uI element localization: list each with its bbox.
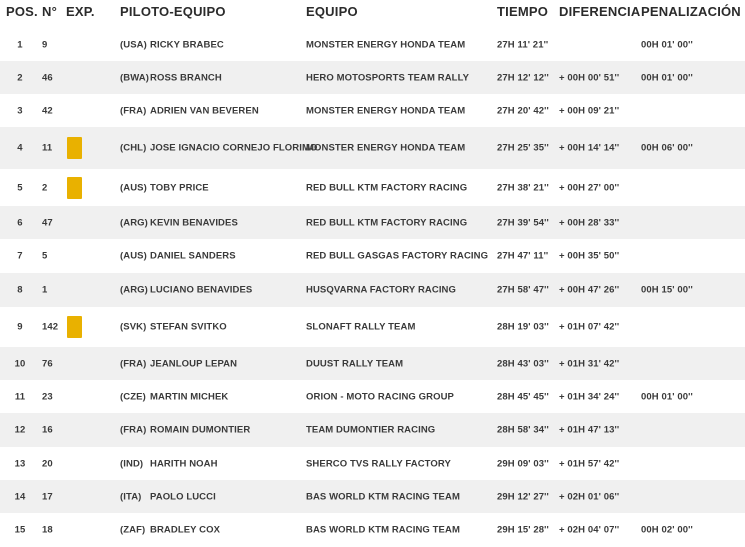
cell-driver: KEVIN BENAVIDES bbox=[150, 217, 238, 228]
table-header bbox=[0, 0, 745, 28]
cell-country: (BWA) bbox=[120, 72, 149, 83]
cell-pos: 12 bbox=[14, 424, 26, 436]
table-row bbox=[0, 447, 745, 480]
cell-num: 42 bbox=[42, 105, 53, 116]
cell-country: (FRA) bbox=[120, 424, 147, 436]
cell-pos: 15 bbox=[14, 524, 26, 536]
cell-driver: BRADLEY COX bbox=[150, 524, 221, 536]
table-row bbox=[0, 127, 745, 169]
cell-pos: 7 bbox=[17, 250, 23, 262]
table-row bbox=[0, 61, 745, 94]
cell-team: HERO MOTOSPORTS TEAM RALLY bbox=[306, 72, 470, 83]
table-row bbox=[0, 380, 745, 413]
cell-pos: 2 bbox=[17, 72, 23, 83]
table-row bbox=[0, 239, 745, 273]
cell-time: 27H 11' 21'' bbox=[497, 39, 549, 50]
table-row bbox=[0, 94, 745, 127]
cell-driver: RICKY BRABEC bbox=[150, 39, 224, 50]
header-time: TIEMPO bbox=[497, 4, 549, 19]
cell-time: 27H 58' 47'' bbox=[497, 284, 549, 296]
cell-driver: PAOLO LUCCI bbox=[150, 491, 216, 502]
cell-num: 18 bbox=[42, 524, 53, 536]
cell-team: TEAM DUMONTIER RACING bbox=[306, 424, 436, 436]
cell-time: 28H 19' 03'' bbox=[497, 321, 549, 333]
cell-time: 29H 12' 27'' bbox=[497, 491, 549, 502]
cell-pos: 13 bbox=[14, 458, 26, 469]
header-number: N° bbox=[42, 4, 57, 19]
cell-gap: + 01H 57' 42'' bbox=[559, 458, 620, 469]
header-exp: EXP. bbox=[66, 4, 95, 19]
cell-num: 76 bbox=[42, 358, 53, 369]
cell-team: BAS WORLD KTM RACING TEAM bbox=[306, 524, 460, 536]
cell-time: 27H 12' 12'' bbox=[497, 72, 549, 83]
header-gap: DIFERENCIA bbox=[559, 4, 641, 19]
cell-num: 16 bbox=[42, 424, 53, 436]
cell-country: (USA) bbox=[120, 39, 147, 50]
cell-time: 27H 38' 21'' bbox=[497, 182, 549, 193]
cell-pos: 1 bbox=[17, 39, 23, 50]
table-row bbox=[0, 273, 745, 307]
cell-num: 1 bbox=[42, 284, 48, 296]
cell-gap: + 02H 01' 06'' bbox=[559, 491, 620, 502]
cell-num: 2 bbox=[42, 182, 48, 193]
cell-team: MONSTER ENERGY HONDA TEAM bbox=[306, 142, 466, 154]
cell-country: (ARG) bbox=[120, 217, 148, 228]
cell-num: 9 bbox=[42, 39, 48, 50]
cell-driver: ADRIEN VAN BEVEREN bbox=[150, 105, 259, 116]
cell-gap: + 01H 31' 42'' bbox=[559, 358, 620, 369]
cell-country: (AUS) bbox=[120, 250, 147, 262]
cell-pos: 6 bbox=[17, 217, 23, 228]
cell-driver: STEFAN SVITKO bbox=[150, 321, 227, 333]
cell-pos: 9 bbox=[17, 321, 23, 333]
cell-time: 27H 47' 11'' bbox=[497, 250, 549, 262]
table-row bbox=[0, 169, 745, 206]
cell-country: (SVK) bbox=[120, 321, 147, 333]
cell-country: (ZAF) bbox=[120, 524, 146, 536]
header-penalty: PENALIZACIÓN bbox=[641, 4, 741, 19]
expert-badge-icon bbox=[67, 177, 82, 199]
cell-team: BAS WORLD KTM RACING TEAM bbox=[306, 491, 460, 502]
cell-num: 47 bbox=[42, 217, 53, 228]
cell-team: RED BULL GASGAS FACTORY RACING bbox=[306, 250, 489, 262]
table-row bbox=[0, 513, 745, 547]
cell-country: (CZE) bbox=[120, 391, 146, 402]
cell-penalty: 00H 01' 00'' bbox=[641, 39, 693, 50]
header-driver: PILOTO-EQUIPO bbox=[120, 4, 226, 19]
header-pos: POS. bbox=[6, 4, 38, 19]
cell-time: 27H 20' 42'' bbox=[497, 105, 549, 116]
cell-time: 29H 15' 28'' bbox=[497, 524, 549, 536]
cell-penalty: 00H 15' 00'' bbox=[641, 284, 693, 296]
cell-gap: + 01H 07' 42'' bbox=[559, 321, 620, 333]
cell-time: 27H 39' 54'' bbox=[497, 217, 549, 228]
cell-team: MONSTER ENERGY HONDA TEAM bbox=[306, 105, 466, 116]
cell-num: 11 bbox=[42, 142, 53, 154]
cell-team: DUUST RALLY TEAM bbox=[306, 358, 404, 369]
cell-gap: + 00H 09' 21'' bbox=[559, 105, 620, 116]
cell-driver: ROMAIN DUMONTIER bbox=[150, 424, 251, 436]
cell-team: SHERCO TVS RALLY FACTORY bbox=[306, 458, 451, 469]
cell-time: 28H 45' 45'' bbox=[497, 391, 549, 402]
cell-gap: + 00H 47' 26'' bbox=[559, 284, 620, 296]
table-row bbox=[0, 413, 745, 447]
cell-num: 17 bbox=[42, 491, 53, 502]
cell-penalty: 00H 02' 00'' bbox=[641, 524, 693, 536]
cell-country: (AUS) bbox=[120, 182, 147, 193]
cell-driver: TOBY PRICE bbox=[150, 182, 209, 193]
cell-driver: MARTIN MICHEK bbox=[150, 391, 229, 402]
cell-time: 28H 58' 34'' bbox=[497, 424, 549, 436]
cell-num: 46 bbox=[42, 72, 53, 83]
cell-country: (ITA) bbox=[120, 491, 142, 502]
table-row bbox=[0, 307, 745, 347]
cell-gap: + 00H 14' 14'' bbox=[559, 142, 620, 154]
header-team: EQUIPO bbox=[306, 4, 358, 19]
cell-gap: + 00H 28' 33'' bbox=[559, 217, 620, 228]
table-row bbox=[0, 206, 745, 239]
cell-pos: 10 bbox=[14, 358, 26, 369]
table-row bbox=[0, 28, 745, 61]
table-row bbox=[0, 480, 745, 513]
cell-gap: + 00H 27' 00'' bbox=[559, 182, 620, 193]
cell-country: (FRA) bbox=[120, 358, 147, 369]
cell-gap: + 01H 47' 13'' bbox=[559, 424, 620, 436]
cell-team: HUSQVARNA FACTORY RACING bbox=[306, 284, 457, 296]
cell-pos: 14 bbox=[14, 491, 26, 502]
cell-driver: ROSS BRANCH bbox=[150, 72, 222, 83]
cell-team: SLONAFT RALLY TEAM bbox=[306, 321, 416, 333]
cell-driver: LUCIANO BENAVIDES bbox=[150, 284, 253, 296]
cell-num: 142 bbox=[42, 321, 59, 333]
cell-country: (FRA) bbox=[120, 105, 147, 116]
expert-badge-icon bbox=[67, 316, 82, 338]
cell-num: 23 bbox=[42, 391, 53, 402]
cell-time: 29H 09' 03'' bbox=[497, 458, 549, 469]
cell-pos: 4 bbox=[17, 142, 23, 154]
cell-team: ORION - MOTO RACING GROUP bbox=[306, 391, 454, 402]
table-row bbox=[0, 347, 745, 380]
cell-penalty: 00H 01' 00'' bbox=[641, 391, 693, 402]
cell-penalty: 00H 06' 00'' bbox=[641, 142, 693, 154]
cell-pos: 11 bbox=[14, 391, 26, 402]
cell-team: RED BULL KTM FACTORY RACING bbox=[306, 182, 468, 193]
cell-team: RED BULL KTM FACTORY RACING bbox=[306, 217, 468, 228]
cell-driver: JEANLOUP LEPAN bbox=[150, 358, 238, 369]
cell-time: 27H 25' 35'' bbox=[497, 142, 549, 154]
cell-gap: + 00H 00' 51'' bbox=[559, 72, 620, 83]
cell-driver: DANIEL SANDERS bbox=[150, 250, 236, 262]
cell-pos: 8 bbox=[17, 284, 23, 296]
cell-driver: JOSE IGNACIO CORNEJO FLORIMO bbox=[150, 142, 318, 154]
expert-badge-icon bbox=[67, 137, 82, 159]
cell-team: MONSTER ENERGY HONDA TEAM bbox=[306, 39, 466, 50]
cell-country: (IND) bbox=[120, 458, 144, 469]
cell-country: (CHL) bbox=[120, 142, 147, 154]
cell-country: (ARG) bbox=[120, 284, 148, 296]
cell-penalty: 00H 01' 00'' bbox=[641, 72, 693, 83]
cell-pos: 3 bbox=[17, 105, 23, 116]
cell-gap: + 02H 04' 07'' bbox=[559, 524, 620, 536]
cell-gap: + 00H 35' 50'' bbox=[559, 250, 620, 262]
cell-time: 28H 43' 03'' bbox=[497, 358, 549, 369]
cell-driver: HARITH NOAH bbox=[150, 458, 218, 469]
cell-pos: 5 bbox=[17, 182, 23, 193]
cell-num: 5 bbox=[42, 250, 48, 262]
cell-gap: + 01H 34' 24'' bbox=[559, 391, 620, 402]
cell-num: 20 bbox=[42, 458, 53, 469]
